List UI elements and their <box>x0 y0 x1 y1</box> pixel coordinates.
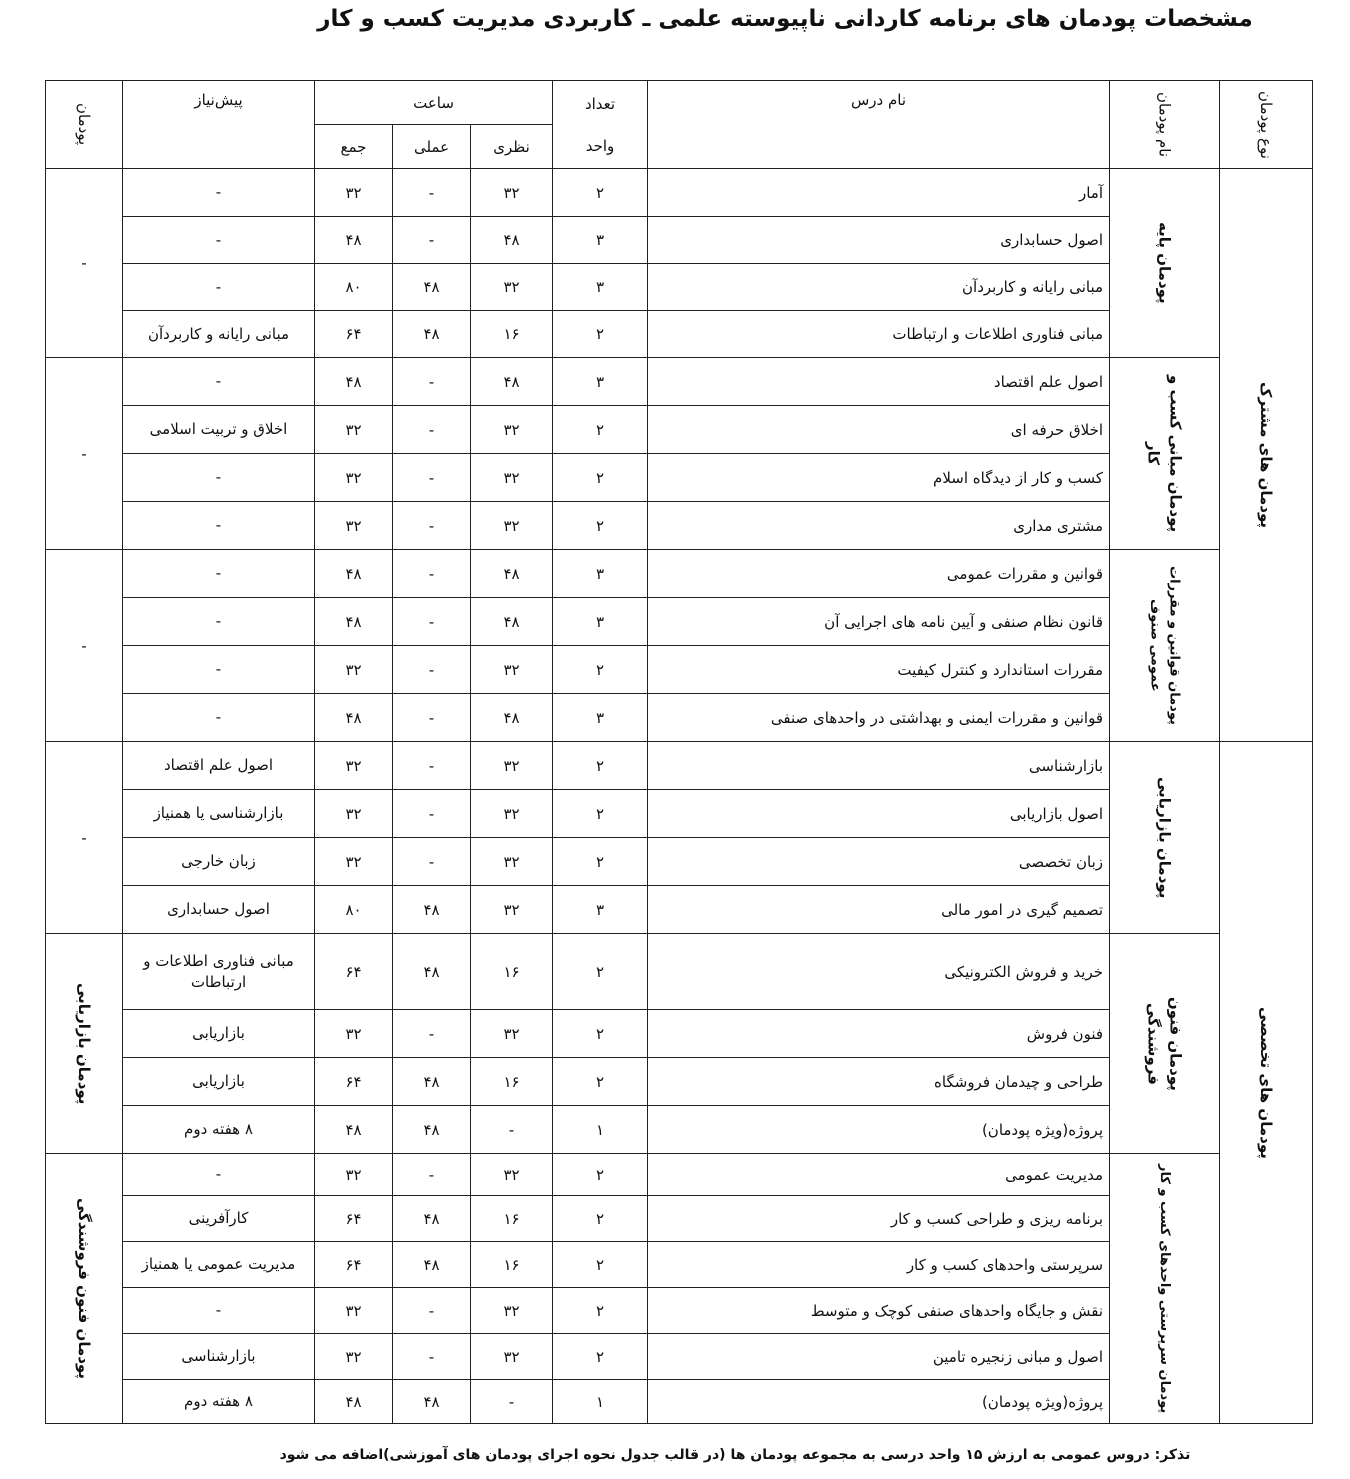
theory-hours-cell: ۴۸ <box>471 598 553 646</box>
total-hours-cell: ۳۲ <box>315 1334 393 1380</box>
course-name-cell: مشتری مداری <box>648 502 1110 550</box>
units-cell: ۲ <box>553 1058 648 1106</box>
units-cell: ۲ <box>553 934 648 1010</box>
practical-hours-cell: - <box>393 742 471 790</box>
prereq-module-cell <box>46 742 123 934</box>
units-cell: ۲ <box>553 838 648 886</box>
header-module-name <box>1110 81 1220 169</box>
total-hours-cell: ۴۸ <box>315 217 393 264</box>
prereq-module-cell <box>46 1154 123 1424</box>
units-cell: ۲ <box>553 1154 648 1196</box>
practical-hours-cell: ۴۸ <box>393 311 471 358</box>
units-cell: ۳ <box>553 598 648 646</box>
units-cell: ۲ <box>553 790 648 838</box>
units-cell: ۳ <box>553 886 648 934</box>
module-name-label: پودمان سرپرستی واحدهای کسب و کار <box>1157 1163 1173 1414</box>
units-cell: ۲ <box>553 454 648 502</box>
module-name-cell <box>1110 1154 1220 1424</box>
theory-hours-cell: ۱۶ <box>471 311 553 358</box>
header-prereq-module-label: پودمان <box>75 103 93 146</box>
module-name-label: پودمان پایه <box>1155 222 1174 304</box>
table-row <box>46 550 1313 598</box>
prerequisite-cell: - <box>123 550 315 598</box>
units-cell: ۳ <box>553 550 648 598</box>
theory-hours-cell: ۴۸ <box>471 358 553 406</box>
total-hours-cell: ۳۲ <box>315 742 393 790</box>
theory-hours-cell: ۱۶ <box>471 1058 553 1106</box>
units-cell: ۳ <box>553 358 648 406</box>
practical-hours-cell: - <box>393 217 471 264</box>
total-hours-cell: ۳۲ <box>315 1010 393 1058</box>
course-name-cell: بازارشناسی <box>648 742 1110 790</box>
prerequisite-cell: بازارشناسی <box>123 1334 315 1380</box>
module-name-cell <box>1110 550 1220 742</box>
header-hours: ساعت <box>315 81 553 125</box>
course-name-cell: اصول حسابداری <box>648 217 1110 264</box>
prerequisite-cell: مبانی رایانه و کاربردآن <box>123 311 315 358</box>
module-name-cell <box>1110 934 1220 1154</box>
theory-hours-cell: ۳۲ <box>471 1334 553 1380</box>
module-table <box>45 80 1313 1424</box>
units-cell: ۳ <box>553 264 648 311</box>
total-hours-cell: ۶۴ <box>315 1242 393 1288</box>
course-name-cell: قوانین و مقررات عمومی <box>648 550 1110 598</box>
practical-hours-cell: - <box>393 838 471 886</box>
prerequisite-cell: اصول علم اقتصاد <box>123 742 315 790</box>
practical-hours-cell: ۴۸ <box>393 886 471 934</box>
theory-hours-cell: ۱۶ <box>471 1196 553 1242</box>
units-cell: ۲ <box>553 1010 648 1058</box>
header-prereq-module <box>46 81 123 169</box>
theory-hours-cell: ۳۲ <box>471 838 553 886</box>
prereq-module-cell <box>46 934 123 1154</box>
theory-hours-cell: ۳۲ <box>471 886 553 934</box>
header-course-name: نام درس <box>648 81 1110 169</box>
prerequisite-cell: بازاریابی <box>123 1010 315 1058</box>
course-name-cell: اخلاق حرفه ای <box>648 406 1110 454</box>
theory-hours-cell: ۳۲ <box>471 1154 553 1196</box>
units-cell: ۲ <box>553 502 648 550</box>
module-name-label: پودمان فنون فروشندگی <box>1144 996 1185 1091</box>
total-hours-cell: ۴۸ <box>315 598 393 646</box>
table-row <box>46 358 1313 406</box>
practical-hours-cell: ۴۸ <box>393 1106 471 1154</box>
total-hours-cell: ۸۰ <box>315 886 393 934</box>
theory-hours-cell: ۱۶ <box>471 1242 553 1288</box>
practical-hours-cell: ۴۸ <box>393 1196 471 1242</box>
course-name-cell: مقررات استاندارد و کنترل کیفیت <box>648 646 1110 694</box>
header-units-label: تعداد واحد <box>584 94 616 155</box>
practical-hours-cell: - <box>393 1010 471 1058</box>
course-name-cell: سرپرستی واحدهای کسب و کار <box>648 1242 1110 1288</box>
theory-hours-cell: ۳۲ <box>471 742 553 790</box>
course-name-cell: پروژه(ویژه پودمان) <box>648 1380 1110 1424</box>
total-hours-cell: ۴۸ <box>315 358 393 406</box>
module-type-cell <box>1220 742 1313 1424</box>
practical-hours-cell: ۴۸ <box>393 1242 471 1288</box>
units-cell: ۲ <box>553 406 648 454</box>
total-hours-cell: ۳۲ <box>315 406 393 454</box>
header-total: جمع <box>315 125 393 169</box>
prereq-module-cell <box>46 169 123 358</box>
practical-hours-cell: - <box>393 550 471 598</box>
course-name-cell: کسب و کار از دیدگاه اسلام <box>648 454 1110 502</box>
prerequisite-cell: کارآفرینی <box>123 1196 315 1242</box>
prereq-module-label: پودمان فنون فروشندگی <box>75 1198 93 1379</box>
header-units <box>553 81 648 169</box>
units-cell: ۲ <box>553 311 648 358</box>
course-name-cell: قانون نظام صنفی و آیین نامه های اجرایی آن <box>648 598 1110 646</box>
prerequisite-cell: - <box>123 1288 315 1334</box>
units-cell: ۲ <box>553 169 648 217</box>
practical-hours-cell: - <box>393 1288 471 1334</box>
course-name-cell: برنامه ریزی و طراحی کسب و کار <box>648 1196 1110 1242</box>
course-name-cell: مدیریت عمومی <box>648 1154 1110 1196</box>
document-title: مشخصات پودمان های برنامه کاردانی ناپیوسته علمی ـ کاربردی مدیریت کسب و کار <box>317 6 1253 32</box>
course-name-cell: طراحی و چیدمان فروشگاه <box>648 1058 1110 1106</box>
course-name-cell: اصول و مبانی زنجیره تامین <box>648 1334 1110 1380</box>
table-row <box>46 742 1313 790</box>
course-name-cell: اصول بازاریابی <box>648 790 1110 838</box>
total-hours-cell: ۳۲ <box>315 646 393 694</box>
header-module-name-label: نام پودمان <box>1155 91 1174 158</box>
prerequisite-cell: ۸ هفته دوم <box>123 1106 315 1154</box>
prerequisite-cell: - <box>123 646 315 694</box>
total-hours-cell: ۳۲ <box>315 1288 393 1334</box>
theory-hours-cell: ۱۶ <box>471 934 553 1010</box>
course-name-cell: پروژه(ویژه پودمان) <box>648 1106 1110 1154</box>
theory-hours-cell: ۳۲ <box>471 646 553 694</box>
practical-hours-cell: ۴۸ <box>393 264 471 311</box>
prerequisite-cell: مدیریت عمومی یا همنیاز <box>123 1242 315 1288</box>
prerequisite-cell: - <box>123 358 315 406</box>
units-cell: ۲ <box>553 1242 648 1288</box>
footnote: تذکر: دروس عمومی به ارزش ۱۵ واحد درسی به مجموعه پودمان ها (در قالب جدول نحوه اجرای پودمان های آموزشی)اضافه می شود <box>279 1447 1191 1463</box>
prerequisite-cell: بازاریابی <box>123 1058 315 1106</box>
total-hours-cell: ۴۸ <box>315 1380 393 1424</box>
prerequisite-cell: اصول حسابداری <box>123 886 315 934</box>
total-hours-cell: ۶۴ <box>315 1058 393 1106</box>
theory-hours-cell: ۴۸ <box>471 217 553 264</box>
total-hours-cell: ۴۸ <box>315 694 393 742</box>
units-cell: ۲ <box>553 646 648 694</box>
course-name-cell: خرید و فروش الکترونیکی <box>648 934 1110 1010</box>
theory-hours-cell: - <box>471 1380 553 1424</box>
theory-hours-cell: ۳۲ <box>471 790 553 838</box>
table-header <box>46 81 1313 169</box>
practical-hours-cell: - <box>393 646 471 694</box>
theory-hours-cell: ۳۲ <box>471 406 553 454</box>
practical-hours-cell: ۴۸ <box>393 1380 471 1424</box>
total-hours-cell: ۴۸ <box>315 1106 393 1154</box>
units-cell: ۲ <box>553 742 648 790</box>
header-practical: عملی <box>393 125 471 169</box>
practical-hours-cell: - <box>393 454 471 502</box>
theory-hours-cell: ۴۸ <box>471 694 553 742</box>
header-prerequisite: پیش‌نیاز <box>123 81 315 169</box>
practical-hours-cell: - <box>393 406 471 454</box>
practical-hours-cell: - <box>393 598 471 646</box>
prerequisite-cell: - <box>123 169 315 217</box>
practical-hours-cell: ۴۸ <box>393 1058 471 1106</box>
theory-hours-cell: ۳۲ <box>471 1010 553 1058</box>
prerequisite-cell: - <box>123 217 315 264</box>
total-hours-cell: ۳۲ <box>315 169 393 217</box>
units-cell: ۳ <box>553 217 648 264</box>
practical-hours-cell: - <box>393 790 471 838</box>
module-name-label: پودمان مبانی کسب و کار <box>1144 374 1185 533</box>
course-name-cell: تصمیم گیری در امور مالی <box>648 886 1110 934</box>
table-row <box>46 934 1313 1010</box>
prereq-module-cell <box>46 358 123 550</box>
course-name-cell: آمار <box>648 169 1110 217</box>
table-row <box>46 169 1313 217</box>
header-module-type <box>1220 81 1313 169</box>
practical-hours-cell: - <box>393 1334 471 1380</box>
total-hours-cell: ۳۲ <box>315 838 393 886</box>
prereq-module-label: - <box>81 254 87 272</box>
total-hours-cell: ۳۲ <box>315 454 393 502</box>
theory-hours-cell: ۳۲ <box>471 169 553 217</box>
prerequisite-cell: - <box>123 694 315 742</box>
total-hours-cell: ۳۲ <box>315 790 393 838</box>
prerequisite-cell: - <box>123 454 315 502</box>
header-theory: نظری <box>471 125 553 169</box>
course-name-cell: فنون فروش <box>648 1010 1110 1058</box>
practical-hours-cell: ۴۸ <box>393 934 471 1010</box>
practical-hours-cell: - <box>393 169 471 217</box>
course-name-cell: زبان تخصصی <box>648 838 1110 886</box>
theory-hours-cell: ۳۲ <box>471 1288 553 1334</box>
prerequisite-cell: زبان خارجی <box>123 838 315 886</box>
prerequisite-cell: ۸ هفته دوم <box>123 1380 315 1424</box>
course-name-cell: مبانی فناوری اطلاعات و ارتباطات <box>648 311 1110 358</box>
course-name-cell: مبانی رایانه و کاربردآن <box>648 264 1110 311</box>
practical-hours-cell: - <box>393 358 471 406</box>
units-cell: ۲ <box>553 1196 648 1242</box>
prerequisite-cell: - <box>123 502 315 550</box>
prerequisite-cell: بازارشناسی یا همنیاز <box>123 790 315 838</box>
units-cell: ۲ <box>553 1288 648 1334</box>
theory-hours-cell: ۳۲ <box>471 454 553 502</box>
total-hours-cell: ۳۲ <box>315 1154 393 1196</box>
module-name-cell <box>1110 358 1220 550</box>
prerequisite-cell: - <box>123 598 315 646</box>
units-cell: ۲ <box>553 1334 648 1380</box>
prerequisite-cell: اخلاق و تربیت اسلامی <box>123 406 315 454</box>
practical-hours-cell: - <box>393 694 471 742</box>
prerequisite-cell: - <box>123 1154 315 1196</box>
units-cell: ۱ <box>553 1106 648 1154</box>
prereq-module-label: - <box>81 828 87 847</box>
theory-hours-cell: ۳۲ <box>471 264 553 311</box>
module-name-cell <box>1110 742 1220 934</box>
module-name-label: پودمان قوانین و مقررات عمومی صنوف <box>1147 566 1182 725</box>
theory-hours-cell: ۴۸ <box>471 550 553 598</box>
header-module-type-label: نوع پودمان <box>1257 90 1276 159</box>
units-cell: ۱ <box>553 1380 648 1424</box>
table-row <box>46 1154 1313 1196</box>
prereq-module-cell <box>46 550 123 742</box>
course-name-cell: اصول علم اقتصاد <box>648 358 1110 406</box>
practical-hours-cell: - <box>393 502 471 550</box>
prereq-module-label: پودمان بازاریابی <box>75 982 93 1105</box>
module-name-cell <box>1110 169 1220 358</box>
theory-hours-cell: ۳۲ <box>471 502 553 550</box>
total-hours-cell: ۶۴ <box>315 1196 393 1242</box>
units-cell: ۳ <box>553 694 648 742</box>
prerequisite-cell: - <box>123 264 315 311</box>
module-type-label: پودمان های تخصصی <box>1257 1006 1276 1159</box>
module-type-label: پودمان های مشترک <box>1257 381 1276 529</box>
course-name-cell: قوانین و مقررات ایمنی و بهداشتی در واحدهای صنفی <box>648 694 1110 742</box>
total-hours-cell: ۸۰ <box>315 264 393 311</box>
module-name-label: پودمان بازاریابی <box>1155 776 1174 899</box>
prereq-module-label: - <box>81 636 87 655</box>
practical-hours-cell: - <box>393 1154 471 1196</box>
prereq-module-label: - <box>81 444 87 463</box>
table-body <box>46 169 1313 1424</box>
total-hours-cell: ۶۴ <box>315 311 393 358</box>
total-hours-cell: ۳۲ <box>315 502 393 550</box>
module-type-cell <box>1220 169 1313 742</box>
prerequisite-cell: مبانی فناوری اطلاعات و ارتباطات <box>123 934 315 1010</box>
theory-hours-cell: - <box>471 1106 553 1154</box>
course-name-cell: نقش و جایگاه واحدهای صنفی کوچک و متوسط <box>648 1288 1110 1334</box>
total-hours-cell: ۴۸ <box>315 550 393 598</box>
total-hours-cell: ۶۴ <box>315 934 393 1010</box>
